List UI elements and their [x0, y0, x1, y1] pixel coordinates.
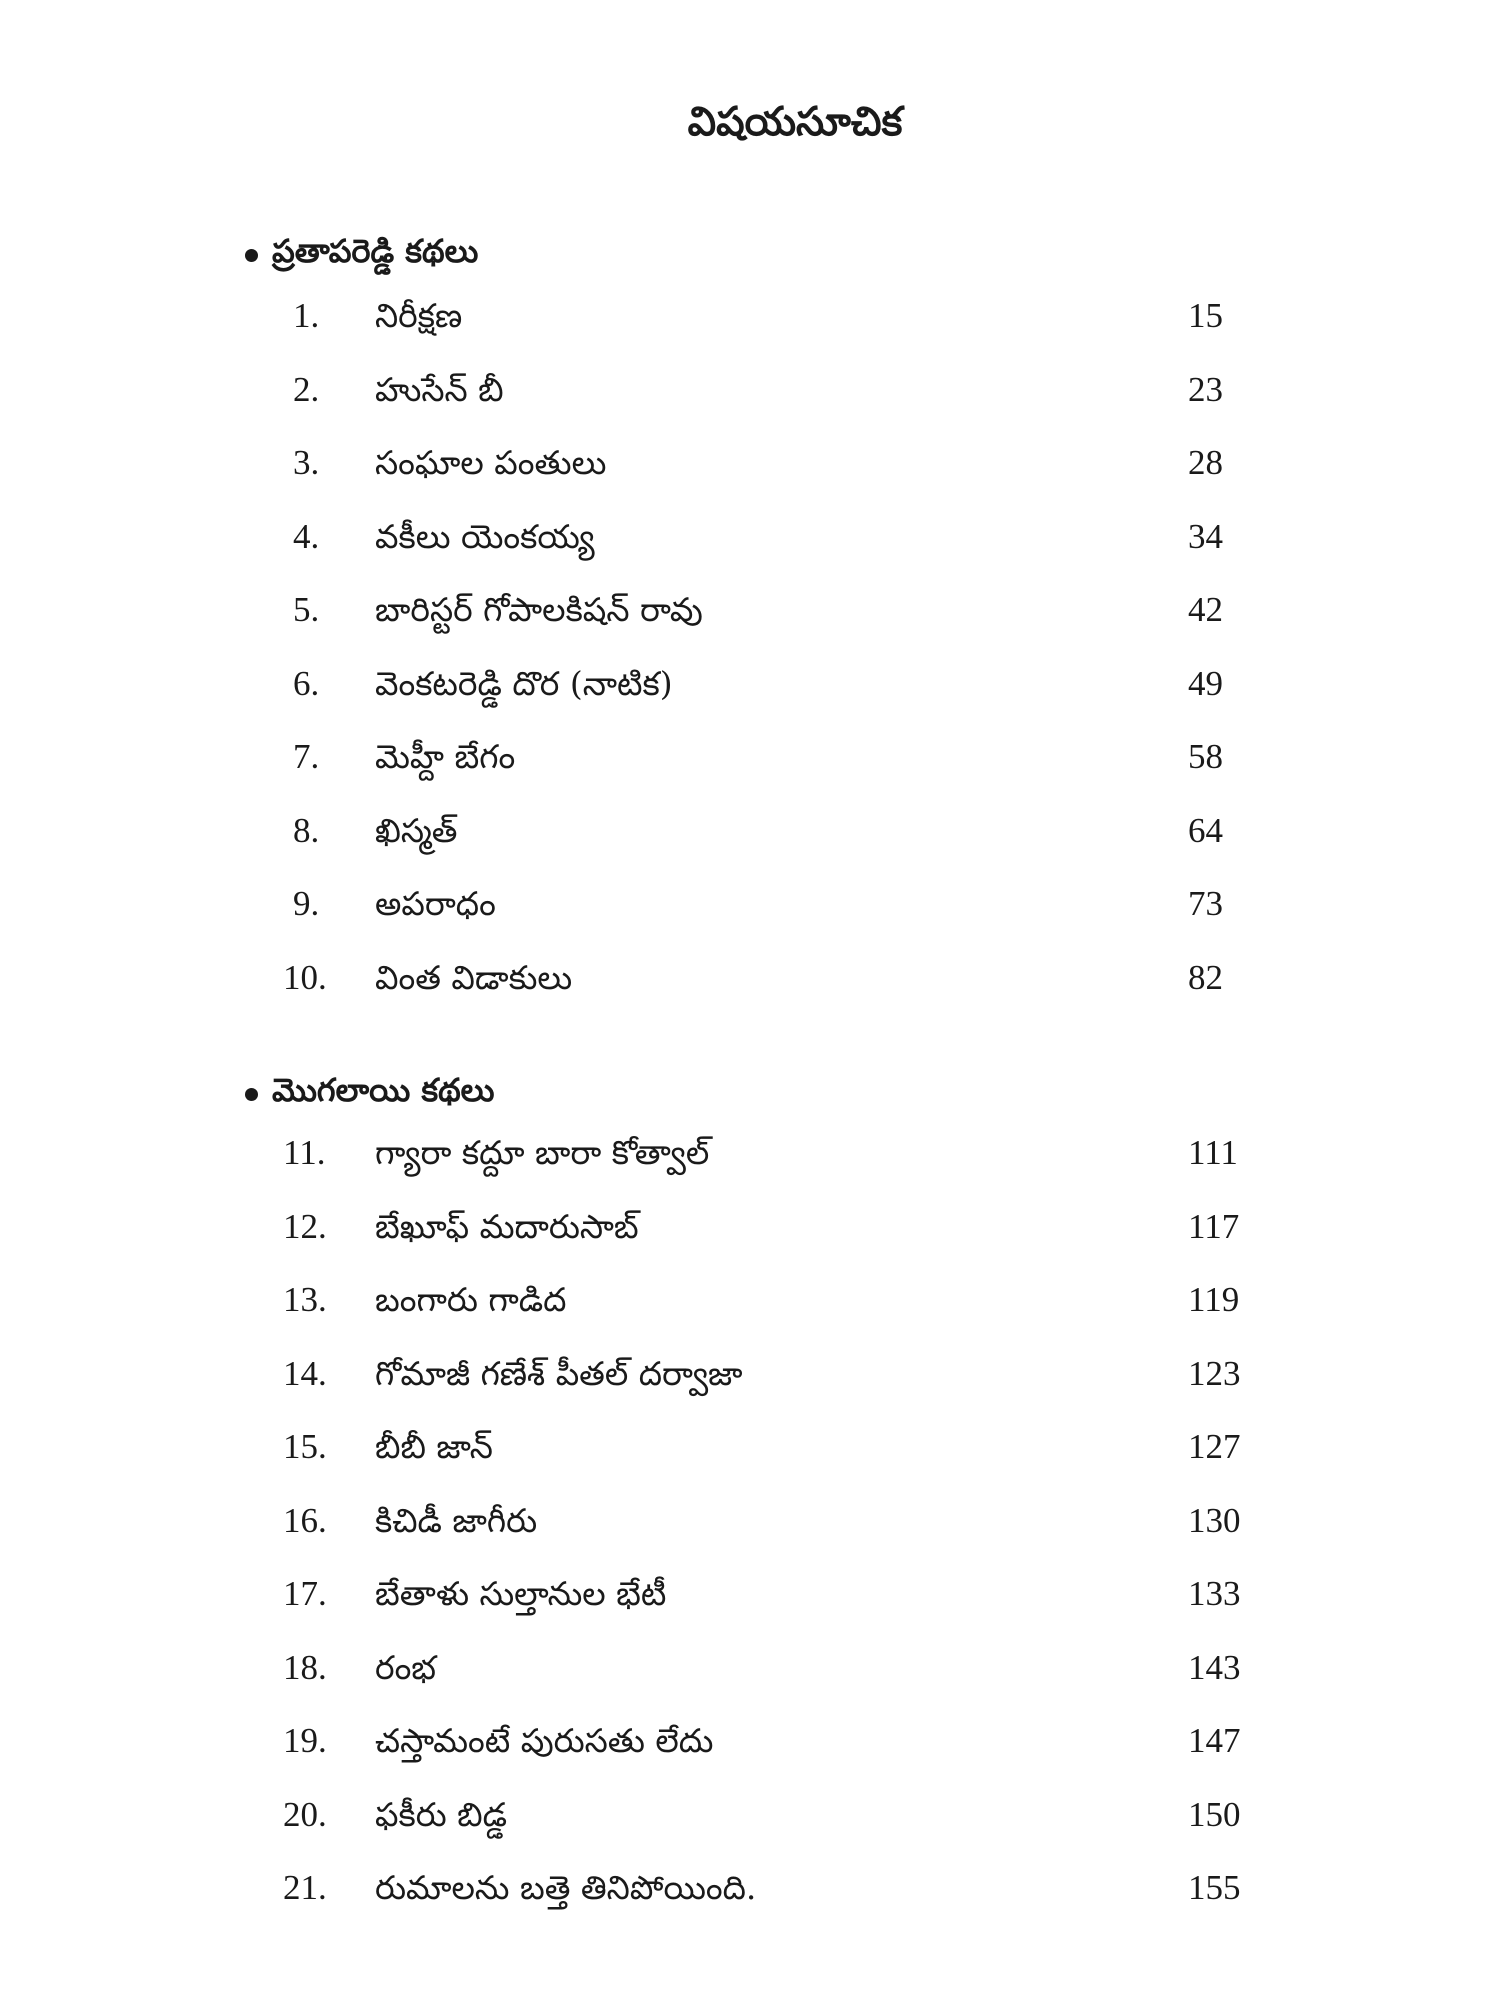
entry-number: 20. — [283, 1794, 327, 1834]
entry-page-number: 123 — [1188, 1353, 1241, 1393]
toc-entry[interactable] — [0, 443, 1500, 493]
page-title: విషయసూచిక — [687, 98, 903, 145]
entry-title: అపరాధం — [375, 884, 496, 923]
entry-number: 12. — [283, 1206, 327, 1246]
toc-entry[interactable] — [0, 1868, 1500, 1918]
toc-entry[interactable] — [0, 1354, 1500, 1404]
toc-entry[interactable] — [0, 1207, 1500, 1257]
entry-number: 21. — [283, 1868, 327, 1907]
entry-number: 1. — [293, 296, 320, 335]
entry-page-number: 28 — [1188, 443, 1223, 482]
entry-page-number: 127 — [1188, 1427, 1241, 1466]
entry-page-number: 111 — [1188, 1133, 1238, 1172]
toc-entry[interactable] — [0, 884, 1500, 934]
toc-entry[interactable] — [0, 517, 1500, 567]
toc-entry[interactable] — [0, 1721, 1500, 1771]
entry-number: 14. — [283, 1353, 327, 1393]
bullet-icon — [245, 249, 258, 262]
entry-title: వకీలు యెంకయ్య — [375, 516, 595, 556]
entry-title: ఖిస్మత్ — [375, 810, 458, 850]
entry-number: 18. — [283, 1647, 327, 1687]
toc-entry[interactable] — [0, 590, 1500, 640]
entry-page-number: 49 — [1188, 663, 1223, 703]
entry-number: 19. — [283, 1721, 327, 1760]
toc-entry[interactable] — [0, 958, 1500, 1008]
entry-page-number: 119 — [1188, 1280, 1240, 1319]
entry-number: 10. — [283, 957, 327, 997]
toc-entry[interactable] — [0, 1574, 1500, 1624]
toc-entry[interactable] — [0, 296, 1500, 346]
entry-title: వెంకటరెడ్డి దొర (నాటిక) — [375, 663, 673, 703]
toc-entry[interactable] — [0, 1133, 1500, 1183]
entry-page-number: 58 — [1188, 737, 1223, 776]
entry-page-number: 150 — [1188, 1794, 1241, 1834]
section-heading-text: మొగలాయి కథలు — [272, 1071, 495, 1109]
entry-page-number: 155 — [1188, 1868, 1241, 1907]
entry-title: గ్యారా కద్దూ బారా కోత్వాల్ — [375, 1133, 710, 1172]
entry-page-number: 15 — [1188, 296, 1223, 335]
entry-page-number: 73 — [1188, 884, 1223, 923]
entry-page-number: 23 — [1188, 369, 1223, 409]
entry-number: 4. — [293, 516, 320, 556]
entry-page-number: 133 — [1188, 1574, 1241, 1613]
entry-number: 2. — [293, 369, 320, 409]
toc-entry[interactable] — [0, 1280, 1500, 1330]
entry-page-number: 130 — [1188, 1500, 1241, 1540]
toc-entry[interactable] — [0, 370, 1500, 420]
entry-number: 16. — [283, 1500, 327, 1540]
entry-page-number: 143 — [1188, 1647, 1241, 1687]
entry-number: 17. — [283, 1574, 327, 1613]
entry-number: 9. — [293, 884, 320, 923]
entry-title: బీబీ జాన్ — [375, 1427, 493, 1466]
entry-title: నిరీక్షణ — [375, 296, 463, 335]
entry-number: 13. — [283, 1280, 327, 1319]
entry-number: 6. — [293, 663, 320, 703]
bullet-icon — [245, 1088, 258, 1101]
entry-page-number: 64 — [1188, 810, 1223, 850]
entry-title: వింత విడాకులు — [375, 957, 573, 997]
toc-entry[interactable] — [0, 1648, 1500, 1698]
entry-page-number: 42 — [1188, 590, 1223, 629]
entry-title: బేఖూఫ్ మదారుసాబ్ — [375, 1206, 639, 1246]
entry-title: గోమాజీ గణేశ్ పీతల్ దర్వాజా — [375, 1353, 743, 1393]
entry-title: కిచిడీ జాగీరు — [375, 1500, 538, 1540]
toc-entry[interactable] — [0, 664, 1500, 714]
entry-title: సంఘాల పంతులు — [375, 443, 607, 482]
entry-number: 5. — [293, 590, 320, 629]
entry-number: 11. — [283, 1133, 326, 1172]
entry-page-number: 117 — [1188, 1206, 1240, 1246]
entry-title: రంభ — [375, 1647, 437, 1687]
entry-title: మెహ్దీ బేగం — [375, 737, 516, 776]
toc-entry[interactable] — [0, 737, 1500, 787]
toc-entry[interactable] — [0, 1427, 1500, 1477]
section-heading — [245, 232, 478, 278]
section-heading-text: ప్రతాపరెడ్డి కథలు — [272, 232, 479, 270]
entry-title: బంగారు గాడిద — [375, 1280, 567, 1319]
entry-number: 15. — [283, 1427, 327, 1466]
entry-number: 7. — [293, 737, 320, 776]
entry-number: 3. — [293, 443, 320, 482]
entry-number: 8. — [293, 810, 320, 850]
entry-title: హుసేన్ బీ — [375, 369, 504, 409]
section-heading — [245, 1071, 494, 1117]
entry-title: ఫకీరు బిడ్డ — [375, 1794, 508, 1834]
entry-title: రుమాలను బత్తె తినిపోయింది. — [375, 1868, 757, 1907]
entry-title: చస్తామంటే పురుసతు లేదు — [375, 1721, 714, 1760]
toc-entry[interactable] — [0, 811, 1500, 861]
toc-entry[interactable] — [0, 1795, 1500, 1845]
entry-title: బారిస్టర్ గోపాలకిషన్ రావు — [375, 590, 703, 629]
entry-page-number: 147 — [1188, 1721, 1241, 1760]
entry-title: బేతాళు సుల్తానుల భేటీ — [375, 1574, 667, 1613]
toc-entry[interactable] — [0, 1501, 1500, 1551]
entry-page-number: 34 — [1188, 516, 1223, 556]
entry-page-number: 82 — [1188, 957, 1223, 997]
